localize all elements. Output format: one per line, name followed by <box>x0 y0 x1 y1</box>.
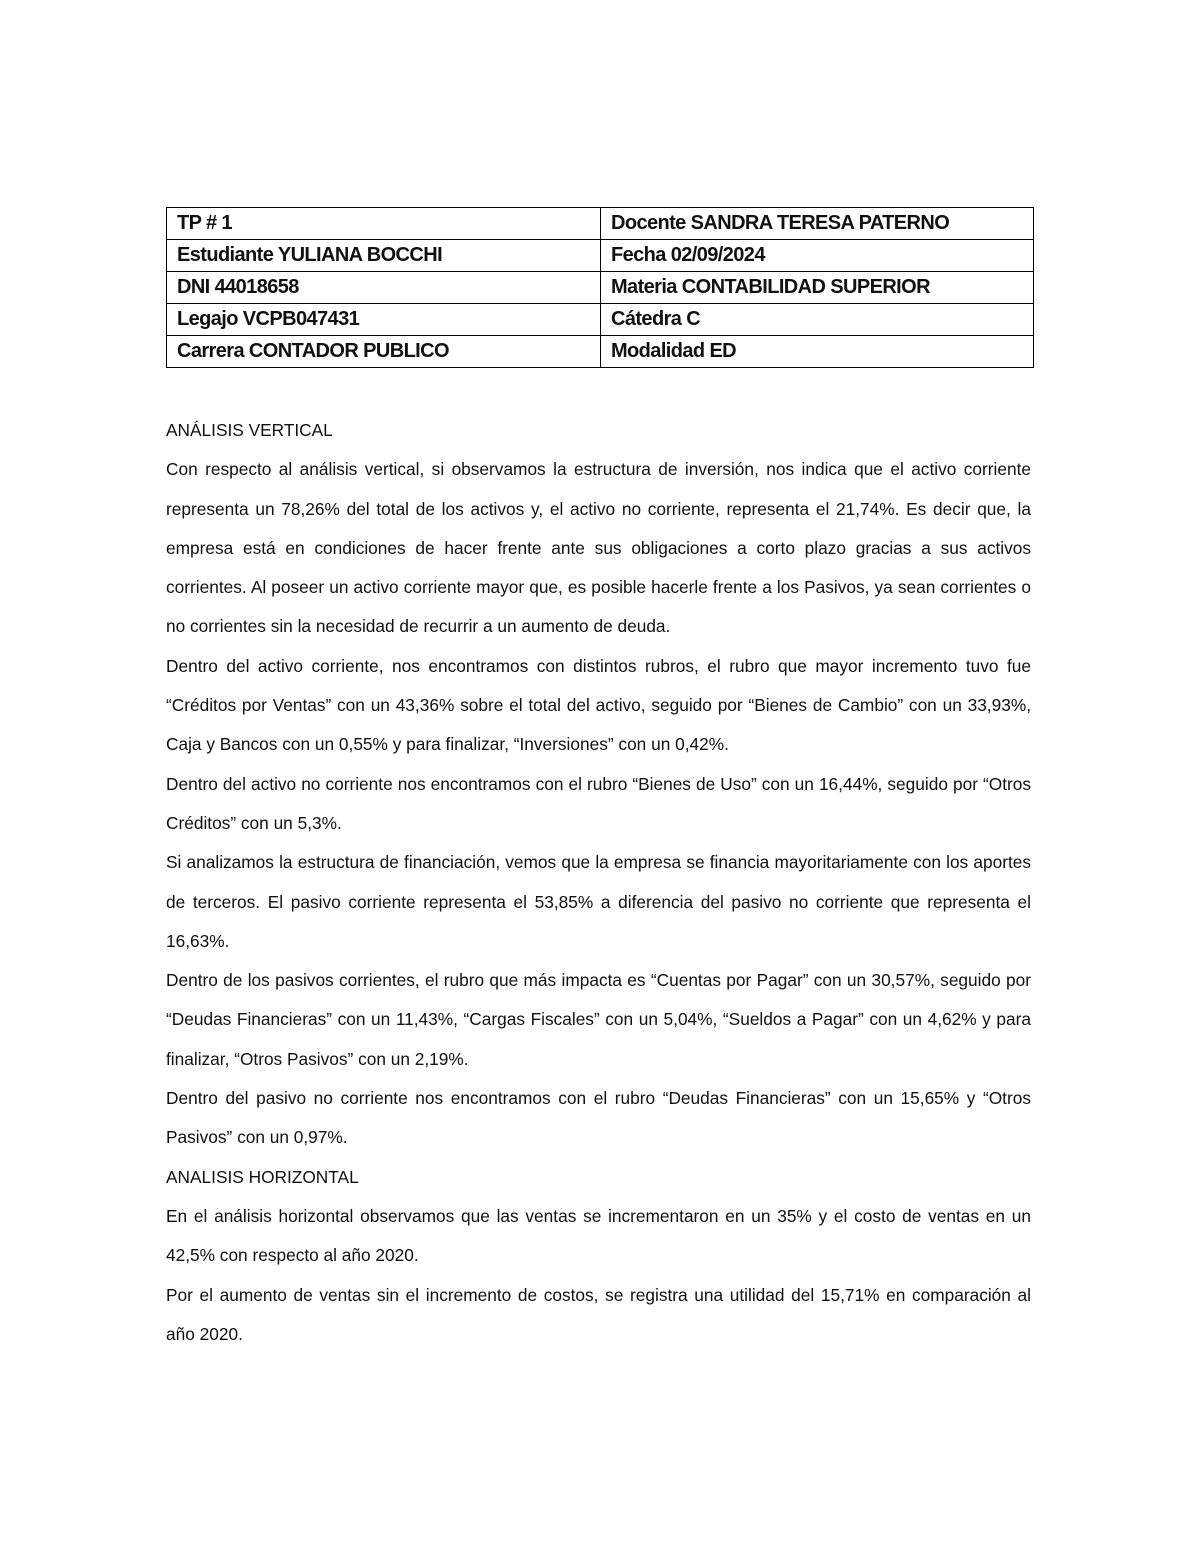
paragraph-financing-structure: Si analizamos la estructura de financiación, vemos que la empresa se financia mayoritariamente con los aportes de terceros. El pasivo corriente representa el 53,85% a diferencia del pasivo no corriente que representa el 16,63%. <box>166 852 1031 951</box>
legajo-cell: Legajo VCPB047431 <box>167 304 601 336</box>
table-row <box>167 336 1034 368</box>
dni-cell: DNI 44018658 <box>167 272 601 304</box>
carrera-cell: Carrera CONTADOR PUBLICO <box>167 336 601 368</box>
materia-cell: Materia CONTABILIDAD SUPERIOR <box>601 272 1034 304</box>
paragraph-current-liabilities: Dentro de los pasivos corrientes, el rubro que más impacta es “Cuentas por Pagar” con un 30,57%, seguido por “Deudas Financieras” con un 11,43%, “Cargas Fiscales” con un 5,04%, “Sueldos a Pagar” con un 4,62% y para finalizar, “Otros Pasivos” con un 2,19%. <box>166 970 1031 1069</box>
paragraph-non-current-liabilities: Dentro del pasivo no corriente nos encontramos con el rubro “Deudas Financieras” con un 15,65% y “Otros Pasivos” con un 0,97%. <box>166 1088 1031 1148</box>
document-body <box>166 411 1031 1354</box>
paragraph-inversion-structure: Con respecto al análisis vertical, si observamos la estructura de inversión, nos indica que el activo corriente representa un 78,26% del total de los activos y, el activo no corriente, representa el 21,74%. Es decir que, la empresa está en condiciones de hacer frente ante sus obligaciones a corto plazo gracias a sus activos corrientes. Al poseer un activo corriente mayor que, es posible hacerle frente a los Pasivos, ya sean corrientes o no corrientes sin la necesidad de recurrir a un aumento de deuda. <box>166 459 1031 637</box>
header-info-table <box>166 207 1034 368</box>
docente-cell: Docente SANDRA TERESA PATERNO <box>601 208 1034 240</box>
table-row <box>167 304 1034 336</box>
paragraph-current-assets: Dentro del activo corriente, nos encontramos con distintos rubros, el rubro que mayor incremento tuvo fue “Créditos por Ventas” con un 43,36% sobre el total del activo, seguido por “Bienes de Cambio” con un 33,93%, Caja y Bancos con un 0,55% y para finalizar, “Inversiones” con un 0,42%. <box>166 655 1031 755</box>
horizontal-analysis-heading: ANALISIS HORIZONTAL <box>166 1166 359 1187</box>
estudiante-cell: Estudiante YULIANA BOCCHI <box>167 240 601 272</box>
vertical-analysis-heading: ANÁLISIS VERTICAL <box>166 420 333 440</box>
table-row <box>167 240 1034 272</box>
table-row <box>167 208 1034 240</box>
paragraph-profit: Por el aumento de ventas sin el incremento de costos, se registra una utilidad del 15,71% en comparación al año 2020. <box>166 1284 1031 1344</box>
paragraph-sales-increase: En el análisis horizontal observamos que las ventas se incrementaron en un 35% y el costo de ventas en un 42,5% con respecto al año 2020. <box>166 1205 1031 1266</box>
fecha-cell: Fecha 02/09/2024 <box>601 240 1034 272</box>
tp-number-cell: TP # 1 <box>167 208 601 240</box>
paragraph-non-current-assets: Dentro del activo no corriente nos encontramos con el rubro “Bienes de Uso” con un 16,44%, seguido por “Otros Créditos” con un 5,3%. <box>166 773 1031 833</box>
catedra-cell: Cátedra C <box>601 304 1034 336</box>
modalidad-cell: Modalidad ED <box>601 336 1034 368</box>
table-row <box>167 272 1034 304</box>
